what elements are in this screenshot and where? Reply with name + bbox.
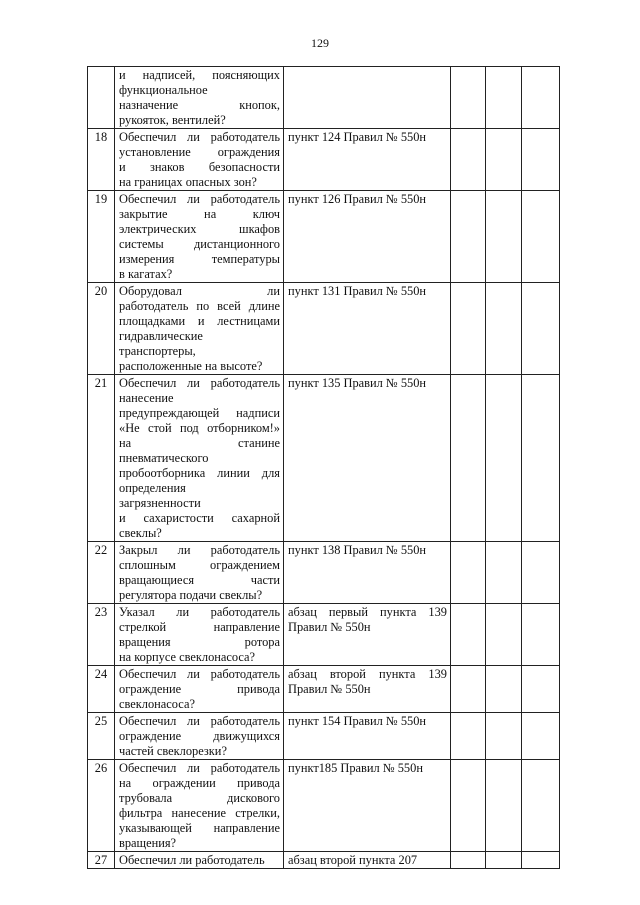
question-line: в кагатах? bbox=[119, 267, 173, 281]
question-line: измерения температуры bbox=[119, 252, 280, 266]
not-applicable-cell bbox=[522, 604, 560, 666]
row-number bbox=[88, 67, 115, 129]
row-number: 23 bbox=[88, 604, 115, 666]
question-line: Обеспечил ли работодатель bbox=[119, 667, 280, 681]
question-line: на ограждении привода bbox=[119, 776, 280, 790]
table-row bbox=[88, 542, 560, 604]
reference-cell bbox=[284, 67, 451, 129]
table-row bbox=[88, 852, 560, 869]
row-number: 21 bbox=[88, 375, 115, 542]
question-line: определения bbox=[119, 481, 186, 495]
question-line: Обеспечил ли работодатель bbox=[119, 714, 280, 728]
answer-no-cell bbox=[486, 852, 522, 869]
question-line: предупреждающей надписи bbox=[119, 406, 280, 420]
question-cell bbox=[115, 129, 284, 191]
reference-line: пункт 131 Правил № 550н bbox=[288, 284, 427, 298]
question-line: ограждение привода bbox=[119, 682, 280, 696]
row-number: 19 bbox=[88, 191, 115, 283]
reference-cell bbox=[284, 666, 451, 713]
reference-line: абзац второй пункта 207 bbox=[288, 853, 418, 867]
question-line: Оборудовал ли bbox=[119, 284, 280, 298]
question-line: площадками и лестницами bbox=[119, 314, 280, 328]
row-number: 20 bbox=[88, 283, 115, 375]
reference-cell bbox=[284, 760, 451, 852]
table-row bbox=[88, 67, 560, 129]
reference-line: пункт 135 Правил № 550н bbox=[288, 376, 427, 390]
question-line: указывающей направление bbox=[119, 821, 280, 835]
question-line: расположенные на высоте? bbox=[119, 359, 263, 373]
not-applicable-cell bbox=[522, 713, 560, 760]
question-cell bbox=[115, 852, 284, 869]
question-line: вращения? bbox=[119, 836, 177, 850]
answer-no-cell bbox=[486, 129, 522, 191]
reference-cell bbox=[284, 375, 451, 542]
not-applicable-cell bbox=[522, 283, 560, 375]
question-line: вращающиеся части bbox=[119, 573, 280, 587]
reference-line: абзац второй пункта 139 bbox=[288, 667, 447, 681]
row-number: 27 bbox=[88, 852, 115, 869]
question-cell bbox=[115, 542, 284, 604]
not-applicable-cell bbox=[522, 129, 560, 191]
reference-cell bbox=[284, 542, 451, 604]
question-cell bbox=[115, 604, 284, 666]
table-row bbox=[88, 666, 560, 713]
answer-yes-cell bbox=[451, 542, 486, 604]
answer-no-cell bbox=[486, 191, 522, 283]
question-cell bbox=[115, 67, 284, 129]
question-line: Обеспечил ли работодатель bbox=[119, 192, 280, 206]
question-line: функциональное bbox=[119, 83, 208, 97]
answer-no-cell bbox=[486, 760, 522, 852]
answer-no-cell bbox=[486, 283, 522, 375]
question-line: фильтра нанесение стрелки, bbox=[119, 806, 280, 820]
question-cell bbox=[115, 713, 284, 760]
not-applicable-cell bbox=[522, 191, 560, 283]
not-applicable-cell bbox=[522, 375, 560, 542]
row-number: 26 bbox=[88, 760, 115, 852]
reference-cell bbox=[284, 191, 451, 283]
reference-line: пункт 126 Правил № 550н bbox=[288, 192, 427, 206]
answer-yes-cell bbox=[451, 604, 486, 666]
table-row bbox=[88, 375, 560, 542]
question-line: транспортеры, bbox=[119, 344, 196, 358]
question-line: закрытие на ключ bbox=[119, 207, 280, 221]
question-line: «Не стой под отборником!» bbox=[119, 421, 280, 435]
question-line: Обеспечил ли работодатель bbox=[119, 130, 280, 144]
reference-line: Правил № 550н bbox=[288, 620, 371, 634]
question-cell bbox=[115, 760, 284, 852]
reference-cell bbox=[284, 604, 451, 666]
question-line: вращения ротора bbox=[119, 635, 280, 649]
answer-yes-cell bbox=[451, 67, 486, 129]
reference-cell bbox=[284, 283, 451, 375]
question-line: загрязненности bbox=[119, 496, 201, 510]
table-row bbox=[88, 760, 560, 852]
answer-no-cell bbox=[486, 666, 522, 713]
question-line: трубовала дискового bbox=[119, 791, 280, 805]
question-line: и знаков безопасности bbox=[119, 160, 280, 174]
reference-cell bbox=[284, 713, 451, 760]
answer-yes-cell bbox=[451, 283, 486, 375]
question-cell bbox=[115, 283, 284, 375]
answer-no-cell bbox=[486, 713, 522, 760]
row-number: 18 bbox=[88, 129, 115, 191]
question-line: Обеспечил ли работодатель bbox=[119, 853, 265, 867]
question-line: на корпусе свеклонасоса? bbox=[119, 650, 256, 664]
question-cell bbox=[115, 375, 284, 542]
reference-line: пункт 154 Правил № 550н bbox=[288, 714, 427, 728]
reference-cell bbox=[284, 852, 451, 869]
question-line: рукояток, вентилей? bbox=[119, 113, 226, 127]
answer-yes-cell bbox=[451, 713, 486, 760]
question-line: пневматического bbox=[119, 451, 209, 465]
row-number: 25 bbox=[88, 713, 115, 760]
reference-line: пункт 138 Правил № 550н bbox=[288, 543, 427, 557]
question-line: работодатель по всей длине bbox=[119, 299, 280, 313]
question-line: Закрыл ли работодатель bbox=[119, 543, 280, 557]
question-line: электрических шкафов bbox=[119, 222, 280, 236]
answer-yes-cell bbox=[451, 129, 486, 191]
table-row bbox=[88, 713, 560, 760]
table-row bbox=[88, 129, 560, 191]
question-line: гидравлические bbox=[119, 329, 203, 343]
question-line: на станине bbox=[119, 436, 280, 450]
question-line: частей свеклорезки? bbox=[119, 744, 227, 758]
question-cell bbox=[115, 191, 284, 283]
not-applicable-cell bbox=[522, 760, 560, 852]
question-line: назначение кнопок, bbox=[119, 98, 280, 112]
question-line: системы дистанционного bbox=[119, 237, 280, 251]
answer-yes-cell bbox=[451, 375, 486, 542]
question-line: Указал ли работодатель bbox=[119, 605, 280, 619]
answer-yes-cell bbox=[451, 852, 486, 869]
reference-line: пункт185 Правил № 550н bbox=[288, 761, 423, 775]
question-line: и сахаристости сахарной bbox=[119, 511, 280, 525]
answer-no-cell bbox=[486, 375, 522, 542]
question-line: ограждение движущихся bbox=[119, 729, 280, 743]
question-line: пробоотборника линии для bbox=[119, 466, 280, 480]
reference-cell bbox=[284, 129, 451, 191]
answer-yes-cell bbox=[451, 760, 486, 852]
question-line: и надписей, поясняющих bbox=[119, 68, 280, 82]
question-line: сплошным ограждением bbox=[119, 558, 280, 572]
reference-line: абзац первый пункта 139 bbox=[288, 605, 447, 619]
question-line: Обеспечил ли работодатель bbox=[119, 376, 280, 390]
answer-no-cell bbox=[486, 604, 522, 666]
question-line: стрелкой направление bbox=[119, 620, 280, 634]
question-line: Обеспечил ли работодатель bbox=[119, 761, 280, 775]
table-row bbox=[88, 283, 560, 375]
answer-no-cell bbox=[486, 542, 522, 604]
answer-yes-cell bbox=[451, 666, 486, 713]
page-number: 129 bbox=[311, 36, 329, 50]
checklist-table bbox=[87, 66, 560, 869]
table-row bbox=[88, 604, 560, 666]
not-applicable-cell bbox=[522, 67, 560, 129]
row-number: 22 bbox=[88, 542, 115, 604]
question-line: свеклонасоса? bbox=[119, 697, 195, 711]
question-line: свеклы? bbox=[119, 526, 162, 540]
question-line: регулятора подачи свеклы? bbox=[119, 588, 263, 602]
reference-line: пункт 124 Правил № 550н bbox=[288, 130, 427, 144]
question-line: нанесение bbox=[119, 391, 174, 405]
not-applicable-cell bbox=[522, 542, 560, 604]
question-line: на границах опасных зон? bbox=[119, 175, 257, 189]
answer-yes-cell bbox=[451, 191, 486, 283]
question-cell bbox=[115, 666, 284, 713]
reference-line: Правил № 550н bbox=[288, 682, 371, 696]
not-applicable-cell bbox=[522, 852, 560, 869]
not-applicable-cell bbox=[522, 666, 560, 713]
question-line: установление ограждения bbox=[119, 145, 280, 159]
answer-no-cell bbox=[486, 67, 522, 129]
table-row bbox=[88, 191, 560, 283]
row-number: 24 bbox=[88, 666, 115, 713]
